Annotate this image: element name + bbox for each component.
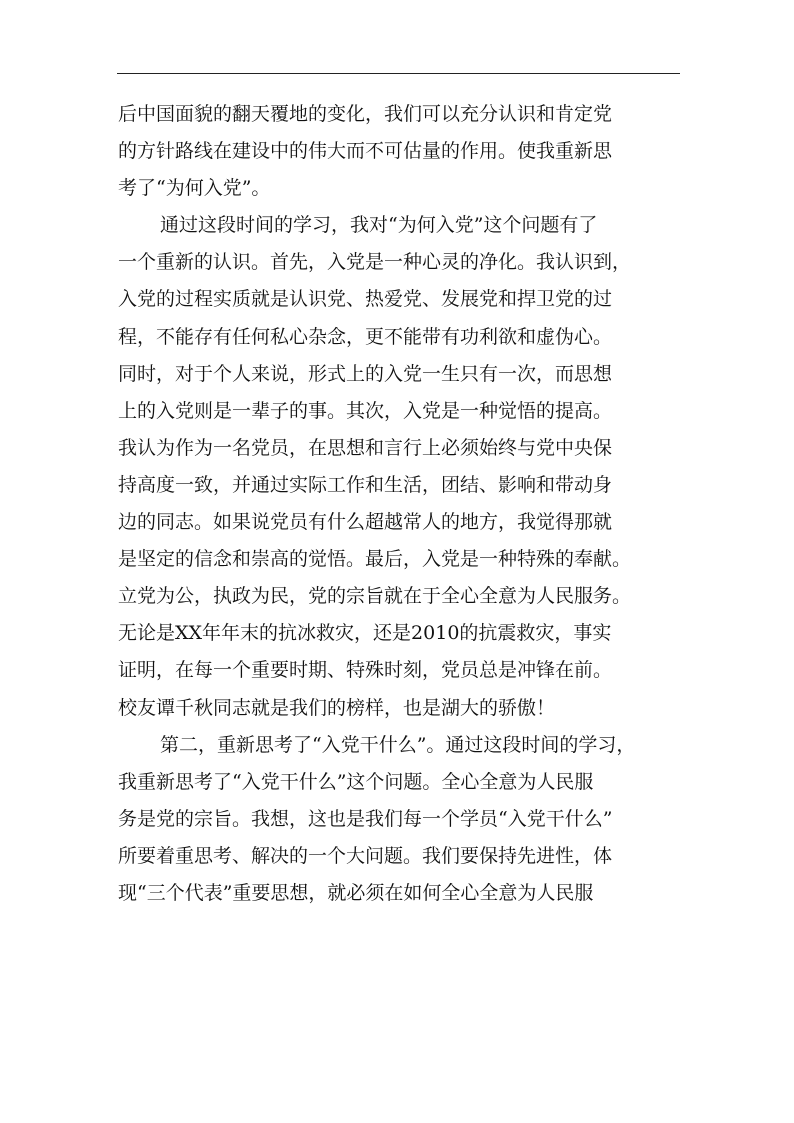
paragraph-first-line: 第二，重新思考了“入党干什么”。通过这段时间的学习， xyxy=(160,733,636,756)
text-line: 程，不能存有任何私心杂念，更不能带有功利欲和虚伪心。 xyxy=(118,325,613,348)
text-line: 现“三个代表”重要思想，就必须在如何全心全意为人民服 xyxy=(118,881,594,904)
text-line: 是坚定的信念和崇高的觉悟。最后，入党是一种特殊的奉献。 xyxy=(118,548,632,571)
text-line: 一个重新的认识。首先，入党是一种心灵的净化。我认识到， xyxy=(118,251,632,274)
text-line: 校友谭千秋同志就是我们的榜样，也是湖大的骄傲！ xyxy=(118,696,556,719)
text-line: 后中国面貌的翻天覆地的变化，我们可以充分认识和肯定党 xyxy=(118,103,613,125)
text-line: 无论是XX年年末的抗冰救灾，还是2010的抗震救灾，事实 xyxy=(118,622,612,645)
text-line: 所要着重思考、解决的一个大问题。我们要保持先进性，体 xyxy=(118,844,613,867)
text-line: 我重新思考了“入党干什么”这个问题。全心全意为人民服 xyxy=(118,770,594,793)
text-line: 立党为公，执政为民，党的宗旨就在于全心全意为人民服务。 xyxy=(118,585,632,608)
document-body xyxy=(118,96,684,912)
paragraph-first-line: 通过这段时间的学习，我对“为何入党”这个问题有了 xyxy=(160,214,598,237)
text-line: 入党的过程实质就是认识党、热爱党、发展党和捍卫党的过 xyxy=(118,288,613,311)
text-line: 的方针路线在建设中的伟大而不可估量的作用。使我重新思 xyxy=(118,140,613,163)
text-line: 同时，对于个人来说，形式上的入党一生只有一次，而思想 xyxy=(118,362,613,385)
text-line: 考了“为何入党”。 xyxy=(118,177,271,200)
text-line: 边的同志。如果说党员有什么超越常人的地方，我觉得那就 xyxy=(118,511,613,534)
text-line: 持高度一致，并通过实际工作和生活，团结、影响和带动身 xyxy=(118,473,613,496)
text-line: 证明，在每一个重要时期、特殊时刻，党员总是冲锋在前。 xyxy=(118,659,613,682)
text-line: 务是党的宗旨。我想，这也是我们每一个学员“入党干什么” xyxy=(118,807,613,830)
header-rule xyxy=(117,73,680,74)
text-line: 上的入党则是一辈子的事。其次，入党是一种觉悟的提高。 xyxy=(118,399,613,422)
text-line: 我认为作为一名党员，在思想和言行上必须始终与党中央保 xyxy=(118,436,613,459)
